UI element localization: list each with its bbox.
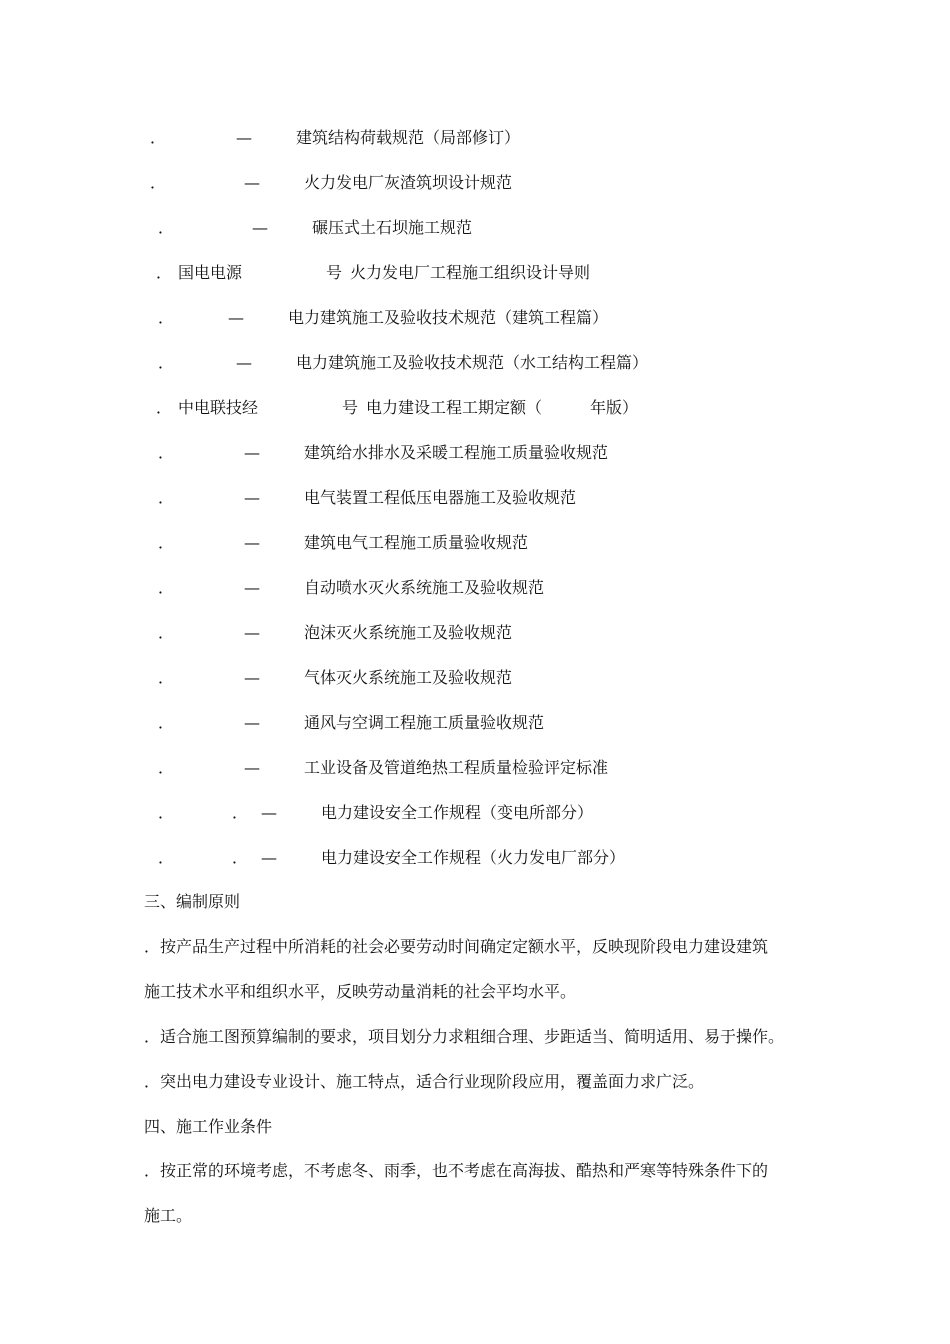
bullet-dot: ． [156, 398, 173, 417]
reference-title: 碾压式土石坝施工规范 [312, 218, 473, 237]
reference-title: 建筑电气工程施工质量验收规范 [304, 533, 529, 552]
reference-code: 国电电源 [178, 263, 243, 282]
bullet-dot: ． [150, 173, 167, 192]
bullet-dot: ． [158, 218, 175, 237]
dash: — [236, 353, 252, 372]
paragraph-line: 施工技术水平和组织水平，反映劳动量消耗的社会平均水平。 [144, 982, 577, 1001]
bullet-dot: ． [150, 128, 167, 147]
reference-title: 火力发电厂灰渣筑坝设计规范 [304, 173, 513, 192]
bullet-dot: ． [158, 578, 175, 597]
reference-title: 通风与空调工程施工质量验收规范 [304, 713, 545, 732]
reference-title: 气体灭火系统施工及验收规范 [304, 668, 513, 687]
number-label: 号 [342, 398, 359, 417]
bullet-dot: ． [158, 488, 175, 507]
dash: — [244, 578, 260, 597]
reference-title: 电力建筑施工及验收技术规范（水工结构工程篇） [296, 353, 649, 372]
reference-title: 自动喷水灭火系统施工及验收规范 [304, 578, 545, 597]
reference-title: 电力建设安全工作规程（火力发电厂部分） [321, 848, 626, 867]
bullet-dot: ． [158, 353, 175, 372]
reference-title: 电力建筑施工及验收技术规范（建筑工程篇） [288, 308, 609, 327]
reference-title: 电力建设安全工作规程（变电所部分） [321, 803, 594, 822]
bullet-dot: ． [158, 623, 175, 642]
dash: — [244, 173, 260, 192]
paragraph-line: ．按正常的环境考虑，不考虑冬、雨季，也不考虑在高海拔、酷热和严寒等特殊条件下的 [144, 1161, 769, 1180]
dash: — [261, 803, 277, 822]
paragraph-line: ．突出电力建设专业设计、施工特点，适合行业现阶段应用，覆盖面力求广泛。 [144, 1072, 705, 1091]
bullet-dot: ． [158, 308, 175, 327]
dash: — [236, 128, 252, 147]
bullet-dot-secondary: ． [232, 803, 249, 822]
bullet-dot: ． [156, 263, 173, 282]
paragraph-line: 施工。 [144, 1206, 193, 1225]
reference-code: 中电联技经 [178, 398, 259, 417]
dash: — [228, 308, 244, 327]
bullet-dot: ． [158, 443, 175, 462]
reference-title: 工业设备及管道绝热工程质量检验评定标准 [304, 758, 609, 777]
bullet-dot: ． [158, 668, 175, 687]
reference-title: 电力建设工程工期定额（ 年版） [366, 398, 639, 417]
bullet-dot: ． [158, 758, 175, 777]
paragraph-line: ．适合施工图预算编制的要求，项目划分力求粗细合理、步距适当、简明适用、易于操作。 [144, 1027, 785, 1046]
reference-title: 建筑给水排水及采暖工程施工质量验收规范 [304, 443, 609, 462]
dash: — [252, 218, 268, 237]
reference-title: 电气装置工程低压电器施工及验收规范 [304, 488, 577, 507]
bullet-dot: ． [158, 803, 175, 822]
bullet-dot: ． [158, 848, 175, 867]
bullet-dot: ． [158, 713, 175, 732]
dash: — [244, 623, 260, 642]
dash: — [244, 488, 260, 507]
reference-title: 火力发电厂工程施工组织设计导则 [350, 263, 591, 282]
dash: — [244, 758, 260, 777]
paragraph-line: ．按产品生产过程中所消耗的社会必要劳动时间确定定额水平，反映现阶段电力建设建筑 [144, 937, 769, 956]
reference-title: 建筑结构荷载规范（局部修订） [296, 128, 521, 147]
number-label: 号 [326, 263, 343, 282]
section-heading: 三、编制原则 [144, 892, 241, 911]
dash: — [244, 443, 260, 462]
bullet-dot-secondary: ． [232, 848, 249, 867]
dash: — [244, 533, 260, 552]
dash: — [261, 848, 277, 867]
section-heading: 四、施工作业条件 [144, 1117, 273, 1136]
reference-title: 泡沫灭火系统施工及验收规范 [304, 623, 513, 642]
dash: — [244, 713, 260, 732]
dash: — [244, 668, 260, 687]
bullet-dot: ． [158, 533, 175, 552]
